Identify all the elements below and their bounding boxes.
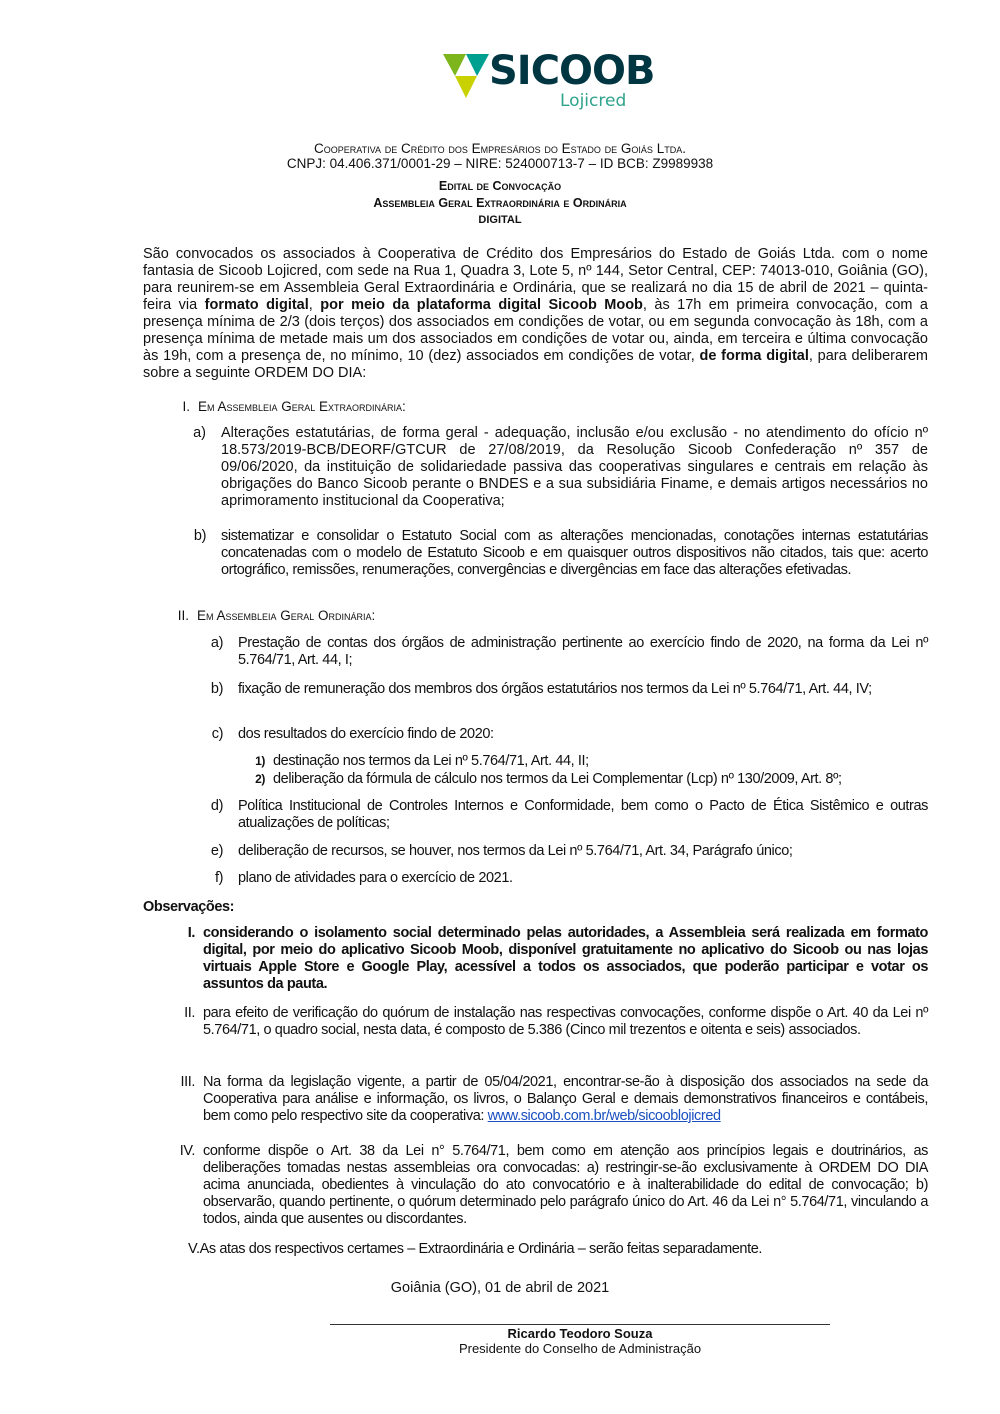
list-item: d) Política Institucional de Controles Internos e Conformidade, bem como o Pacto de Ética Sistêmico e outras atualizações de políticas; (210, 798, 928, 831)
observation-item: IV. conforme dispõe o Art. 38 da Lei n° 5.764/71, bem como em atenção aos princípios legais e doutrinários, as deliberações tomadas nestas assembleias ora convocadas: a) restringir-se-ão exclusivamente à ORDEM DO DIA acima anunciada, obedientes à vinculação do ato convocatório e à inalterabilidade do edital de convocação; b) observarão, quando pertinente, o quórum determinado pelo parágrafo único do Art. 46 da Lei n° 5.764/71, vinculando a todos, ainda que ausentes ou discordantes. (179, 1143, 928, 1227)
cooperative-website-link[interactable]: www.sicoob.com.br/web/sicooblojicred (487, 1108, 721, 1124)
list-item: e) deliberação de recursos, se houver, nos termos da Lei nº 5.764/71, Art. 34, Parágrafo único; (210, 843, 793, 859)
list-item: b) fixação de remuneração dos membros dos órgãos estatutários nos termos da Lei nº 5.764/71, Art. 44, IV; (210, 681, 872, 697)
sub-list-item: 2) deliberação da fórmula de cálculo nos termos da Lei Complementar (Lcp) nº 130/2009, Art. 8º; (255, 771, 842, 787)
signer-role: Presidente do Conselho de Administração (458, 1341, 702, 1356)
observation-item: V.As atas dos respectivos certames – Extraordinária e Ordinária – serão feitas separadamente. (188, 1241, 763, 1257)
doc-format: DIGITAL (478, 214, 522, 226)
logo-subtitle: Lojicred (560, 91, 627, 111)
sicoob-logo (443, 48, 655, 114)
observation-item: I. considerando o isolamento social determinado pelas autoridades, a Assembleia será realizada em formato digital, por meio do aplicativo Sicoob Moob, disponível gratuitamente no aplicativo do Sicoob ou nas lojas virtuais Apple Store e Google Play, acessível a todos os associados, que poderão participar e votar os assuntos da pauta. (187, 925, 928, 992)
cooperative-name: Cooperativa de Crédito dos Empresários do Estado de Goiás Ltda. (314, 141, 686, 156)
list-item: f) plano de atividades para o exercício de 2021. (214, 870, 513, 886)
list-item: b) sistematizar e consolidar o Estatuto Social com as alterações mencionadas, conotações internas estatutárias concatenadas com o modelo de Estatuto Sicoob e em quaisquer outros dispositivos não citados, tais que: acerto ortográfico, remissões, renumerações, convergências e divergências em face das alterações efetivadas. (193, 528, 928, 578)
logo-brand: SICOOB (489, 48, 655, 94)
observation-item: III. Na forma da legislação vigente, a partir de 05/04/2021, encontrar-se-ão à disposição dos associados na sede da Cooperativa para análise e informação, os livros, o Balanço Geral e demais demonstrativos financeiros e contábeis, bem como pelo respectivo site da cooperativa: www.sicoob.com.br/web/sicooblojicred (180, 1074, 928, 1124)
list-item: c) dos resultados do exercício findo de 2020: (211, 726, 494, 742)
place-date: Goiânia (GO), 01 de abril de 2021 (390, 1280, 610, 1296)
observation-item: II. para efeito de verificação do quórum de instalação nas respectivas convocações, conforme dispõe o Art. 40 da Lei nº 5.764/71, o quadro social, nesta data, é composto de 5.386 (Cinco mil trezentos e oitenta e seis) associados. (184, 1005, 928, 1038)
doc-title: Edital de Convocação (438, 179, 562, 193)
sub-list-item: 1) destinação nos termos da Lei nº 5.764/71, Art. 44, II; (255, 753, 589, 769)
observations-heading: Observações: (143, 899, 235, 915)
intro-paragraph: São convocados os associados à Cooperativa de Crédito dos Empresários do Estado de Goiás Ltda. com o nome fantasia de Sicoob Lojicred, com sede na Rua 1, Quadra 3, Lote 5, nº 144, Setor Central, CEP: 74013-010, Goiânia (GO), para reunirem-se em Assembleia Geral Extraordinária e Ordinária, que se realizará no dia 15 de abril de 2021 – quinta-feira via formato digital, por meio da plataforma digital Sicoob Moob, às 17h em primeira convocação, com a presença mínima de 2/3 (dois terços) dos associados em condições de votar, ou em segunda convocação às 18h, com a presença mínima de metade mais um dos associados em condições de votar ou, ainda, em terceira e última convocação às 19h, com a presença de, no mínimo, 10 (dez) associados em condições de votar, de forma digital, para deliberarem sobre a seguinte ORDEM DO DIA: (143, 246, 929, 381)
section-extraordinaria: I. Em Assembleia Geral Extraordinária: (182, 399, 406, 414)
section-ordinaria: II. Em Assembleia Geral Ordinária: (177, 608, 376, 623)
sicoob-triangle-icon (443, 54, 489, 98)
list-item: a) Alterações estatutárias, de forma geral - adequação, inclusão e/ou exclusão - no atendimento do ofício nº 18.573/2019-BCB/DEORF/GTCUR de 27/08/2019, da Resolução Sicoob Confederação nº 357 de 09/06/2020, da instituição de solidariedade passiva das cooperativas singulares e centrais em relação às obrigações do Banco Sicoob perante o BNDES e a sua subsidiária Finame, e demais artigos necessários no aprimoramento institucional da Cooperativa; (193, 425, 928, 509)
signer-name: Ricardo Teodoro Souza (507, 1326, 653, 1341)
doc-subtitle: Assembleia Geral Extraordinária e Ordinária (373, 196, 627, 210)
list-item: a) Prestação de contas dos órgãos de administração pertinente ao exercício findo de 2020, na forma da Lei nº 5.764/71, Art. 44, I; (210, 635, 928, 668)
registration-ids: CNPJ: 04.406.371/0001-29 – NIRE: 524000713-7 – ID BCB: Z9989938 (286, 156, 714, 171)
signature-line (330, 1324, 830, 1325)
